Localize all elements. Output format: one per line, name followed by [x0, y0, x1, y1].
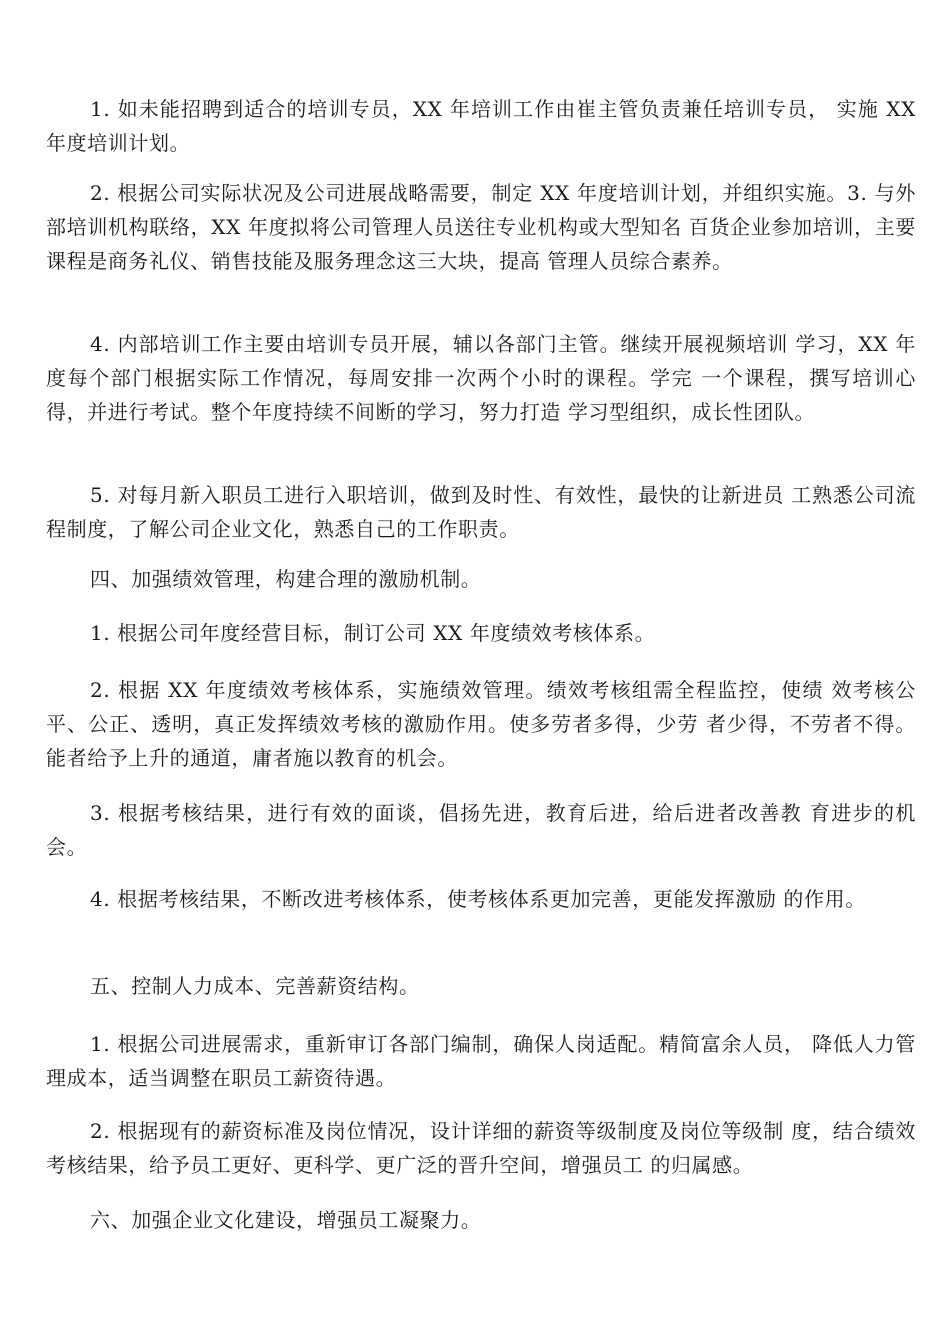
paragraph-training-plan: 2. 根据公司实际状况及公司进展战略需要，制定 XX 年度培训计划，并组织实施。3. 与外部培训机构联络，XX 年度拟将公司管理人员送往专业机构或大型知名 百货企业参加培训，主要课程是商务礼仪、销售技能及服务理念这三大块，提高 管理人员综合素养。 [46, 181, 916, 273]
section-heading-performance: 四、加强绩效管理，构建合理的激励机制。 [90, 567, 482, 591]
paragraph-assessment-improvement: 4. 根据考核结果，不断改进考核体系，使考核体系更加完善，更能发挥激励 的作用。 [90, 887, 866, 911]
paragraph-training-specialist: 1. 如未能招聘到适合的培训专员，XX 年培训工作由崔主管负责兼任培训专员， 实施 XX 年度培训计划。 [46, 97, 916, 155]
section-heading-corporate-culture: 六、加强企业文化建设，增强员工凝聚力。 [90, 1208, 482, 1232]
paragraph-salary-structure: 2. 根据现有的薪资标准及岗位情况，设计详细的薪资等级制度及岗位等级制 度，结合绩效考核结果，给予员工更好、更科学、更广泛的晋升空间，增强员工 的归属感。 [46, 1119, 916, 1177]
paragraph-performance-system: 1. 根据公司年度经营目标，制订公司 XX 年度绩效考核体系。 [90, 621, 656, 645]
section-heading-labor-cost: 五、控制人力成本、完善薪资结构。 [90, 974, 420, 998]
paragraph-assessment-interview: 3. 根据考核结果，进行有效的面谈，倡扬先进，教育后进，给后进者改善教 育进步的机会。 [46, 801, 916, 859]
paragraph-performance-management: 2. 根据 XX 年度绩效考核体系，实施绩效管理。绩效考核组需全程监控，使绩 效考核公平、公正、透明，真正发挥绩效考核的激励作用。使多劳者多得，少劳 者少得，不劳者不得。能者给予上升的通道，庸者施以教育的机会。 [46, 678, 916, 770]
paragraph-onboarding-training: 5. 对每月新入职员工进行入职培训，做到及时性、有效性，最快的让新进员 工熟悉公司流程制度，了解公司企业文化，熟悉自己的工作职责。 [46, 483, 916, 541]
paragraph-internal-training: 4. 内部培训工作主要由培训专员开展，辅以各部门主管。继续开展视频培训 学习，XX 年度每个部门根据实际工作情况，每周安排一次两个小时的课程。学完 一个课程，撰写培训心得，并进行考试。整个年度持续不间断的学习，努力打造 学习型组织，成长性团队。 [46, 332, 916, 424]
paragraph-staffing-review: 1. 根据公司进展需求，重新审订各部门编制，确保人岗适配。精简富余人员， 降低人力管理成本，适当调整在职员工薪资待遇。 [46, 1032, 916, 1090]
